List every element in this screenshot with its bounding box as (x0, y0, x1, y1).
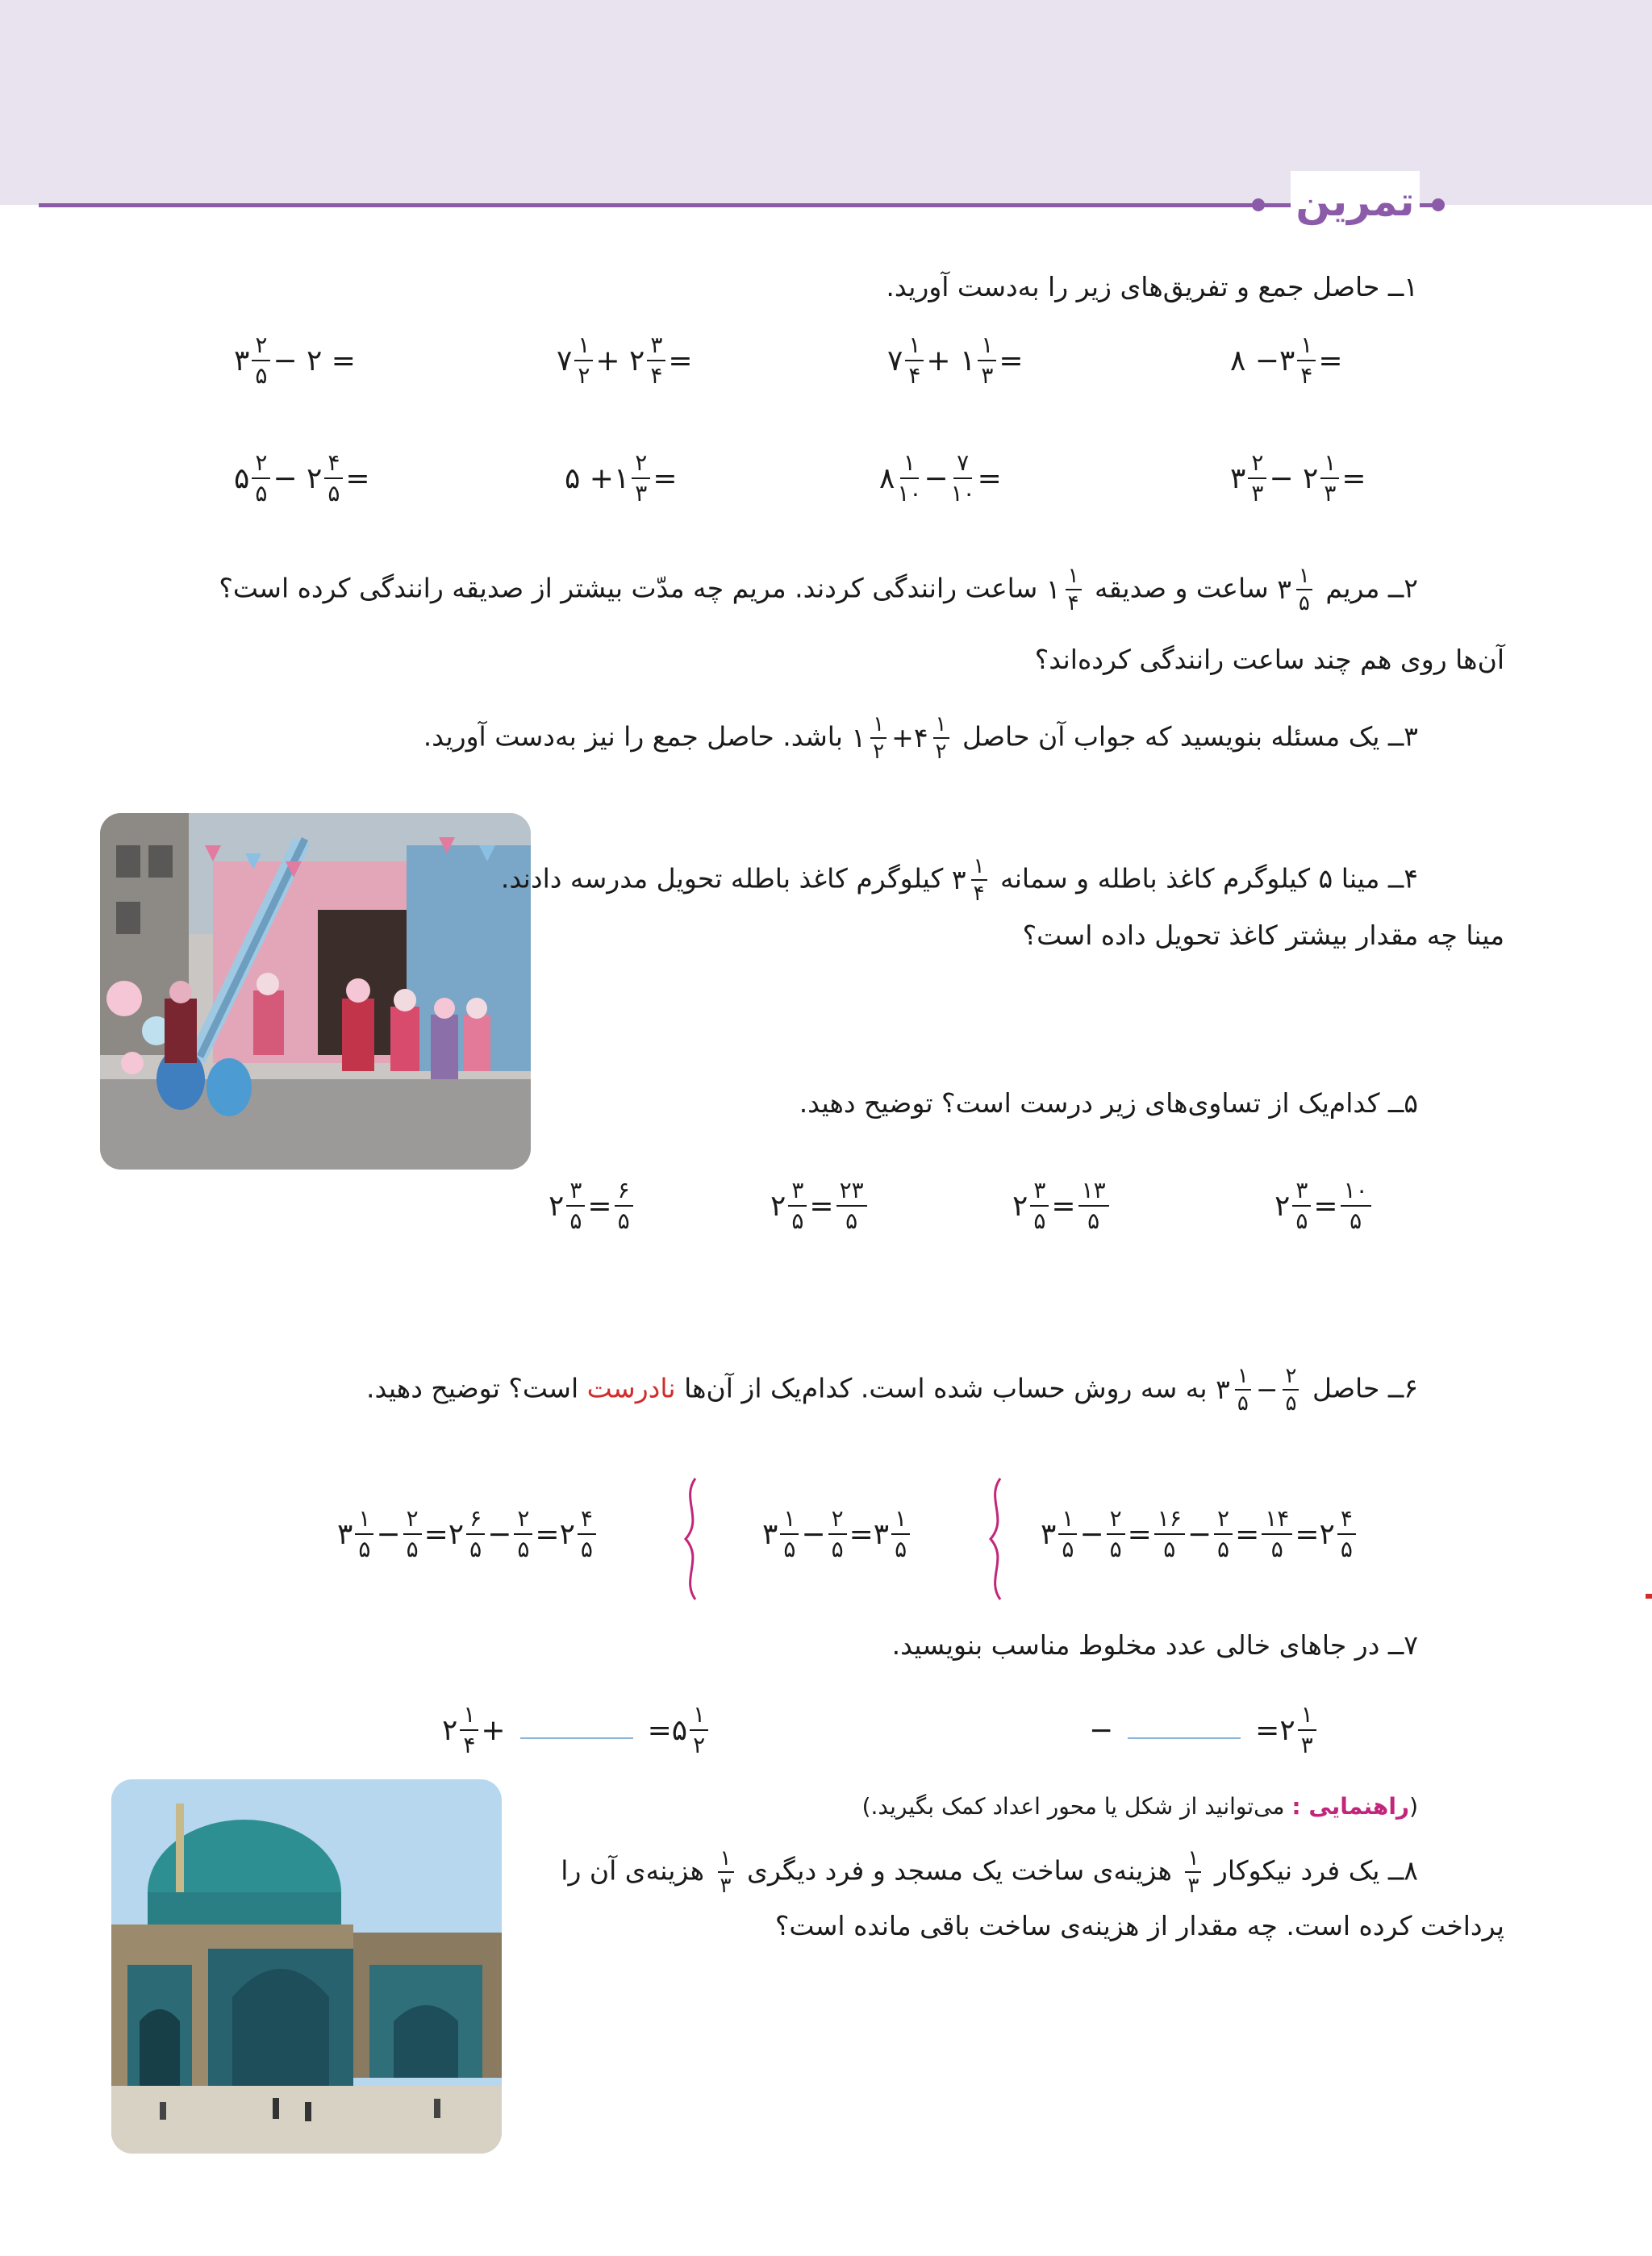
q1-expr-4: ۸ − ۳ $\frac{۱}{۴}$ = (1230, 332, 1343, 389)
q4-line1: ۴ــ مینا ۵ کیلوگرم کاغذ باطله و سمانه ۳ $\frac{۱}{۴}$ کیلوگرم کاغذ باطله تحویل مدرسه دادند. (500, 854, 1418, 906)
answer-blank-1[interactable] (520, 1721, 633, 1739)
q8-line1: ۸ــ یک فرد نیکوکار $\frac{۱}{۳}$ هزینه‌ی ساخت یک مسجد و فرد دیگری $\frac{۱}{۳}$ هزینه‌ی آن را (561, 1846, 1418, 1898)
mosque-photo-graphic (111, 1779, 502, 2154)
q7-expr-1: ۲ $\frac{۱}{۴}$ + = ۵ $\frac{۱}{۲}$ (442, 1700, 711, 1760)
q7-text: ۷ــ در جاهای خالی عدد مخلوط مناسب بنویسید. (891, 1629, 1418, 1661)
q8-hint: (راهنمایی : می‌توانید از شکل یا محور اعداد کمک بگیرید.) (861, 1793, 1418, 1820)
divider-dot-left (1252, 198, 1265, 211)
q1-expr-5: ۵ $\frac{۲}{۵}$ − ۲ $\frac{۴}{۵}$ = (234, 449, 370, 507)
q6-method-2: ۳ $\frac{۱}{۵}$ − $\frac{۲}{۵}$ = ۳ $\frac{۱}{۵}$ (762, 1504, 912, 1564)
q1-expr-7: ۸ $\frac{۱}{۱۰}$ − $\frac{۷}{۱۰}$ = (879, 449, 1002, 507)
brace-divider-1 (679, 1474, 703, 1603)
q1-expr-1: ۳ $\frac{۲}{۵}$ − ۲ = (234, 332, 356, 389)
page-title: تمرین (1291, 171, 1420, 232)
q1-expr-6: ۵ + ۱ $\frac{۲}{۳}$ = (565, 449, 678, 507)
divider-dot-right (1432, 198, 1445, 211)
q4-line2: مینا چه مقدار بیشتر کاغذ تحویل داده است؟ (1022, 919, 1504, 951)
q2-line1: ۲ــ مریم ۳ $\frac{۱}{۵}$ ساعت و صدیقه ۱ $\frac{۱}{۴}$ ساعت رانندگی کردند. مریم چه مدّت بیشتر از صدیقه رانندگی کرده است؟ (219, 564, 1418, 615)
q5-eq-4: ۲ $\frac{۳}{۵}$ = $\frac{۱۰}{۵}$ (1274, 1176, 1374, 1236)
q1-expr-8: ۳ $\frac{۲}{۳}$ − ۲ $\frac{۱}{۳}$ = (1230, 449, 1366, 507)
q5-eq-2: ۲ $\frac{۳}{۵}$ = $\frac{۲۳}{۵}$ (770, 1176, 870, 1236)
q8-line2: پرداخت کرده است. چه مقدار از هزینه‌ی ساخت باقی مانده است؟ (774, 1910, 1504, 1941)
q5-text: ۵ــ کدام‌یک از تساوی‌های زیر درست است؟ توضیح دهید. (799, 1087, 1418, 1119)
q5-eq-3: ۲ $\frac{۳}{۵}$ = $\frac{۱۳}{۵}$ (1012, 1176, 1112, 1236)
school-photo-graphic (100, 813, 531, 1170)
wrong-word: نادرست (586, 1372, 676, 1404)
q7-expr-2: − = ۲ $\frac{۱}{۳}$ (1089, 1700, 1319, 1760)
q6-text: ۶ــ حاصل ۳ $\frac{۱}{۵}$ − $\frac{۲}{۵}$ به سه روش حساب شده است. کدام‌یک از آن‌ها نادرست است؟ توضیح دهید. (366, 1364, 1418, 1416)
q1-expr-2: ۷ $\frac{۱}{۲}$ + ۲ $\frac{۳}{۴}$ = (557, 332, 693, 389)
page-edge-mark (1646, 1594, 1652, 1599)
q6-method-3: ۳ $\frac{۱}{۵}$ − $\frac{۲}{۵}$ = $\frac{۱۶}{۵}$ − $\frac{۲}{۵}$ = $\frac{۱۴}{۵}$ = ۲ $\frac{۴}{۵}$ (1041, 1504, 1358, 1564)
header-divider (39, 203, 1444, 207)
q3-text: ۳ــ یک مسئله بنویسید که جواب آن حاصل ۱ $\frac{۱}{۲}$ + ۴ $\frac{۱}{۲}$ باشد. حاصل جمع را نیز به‌دست آورید. (423, 712, 1418, 764)
mosque-photo (111, 1779, 502, 2154)
q6-method-1: ۳ $\frac{۱}{۵}$ − $\frac{۲}{۵}$ = ۲ $\frac{۶}{۵}$ − $\frac{۲}{۵}$ = ۲ $\frac{۴}{۵}$ (337, 1504, 599, 1564)
brace-divider-2 (984, 1474, 1008, 1603)
q1-text: ۱ــ حاصل جمع و تفریق‌های زیر را به‌دست آورید. (886, 271, 1418, 302)
q2-line2: آن‌ها روی هم چند ساعت رانندگی کرده‌اند؟ (1034, 644, 1504, 675)
school-photo (100, 813, 531, 1170)
q1-expr-3: ۷ $\frac{۱}{۴}$ + ۱ $\frac{۱}{۳}$ = (887, 332, 1024, 389)
answer-blank-2[interactable] (1128, 1721, 1241, 1739)
q5-eq-1: ۲ $\frac{۳}{۵}$ = $\frac{۶}{۵}$ (549, 1176, 636, 1236)
